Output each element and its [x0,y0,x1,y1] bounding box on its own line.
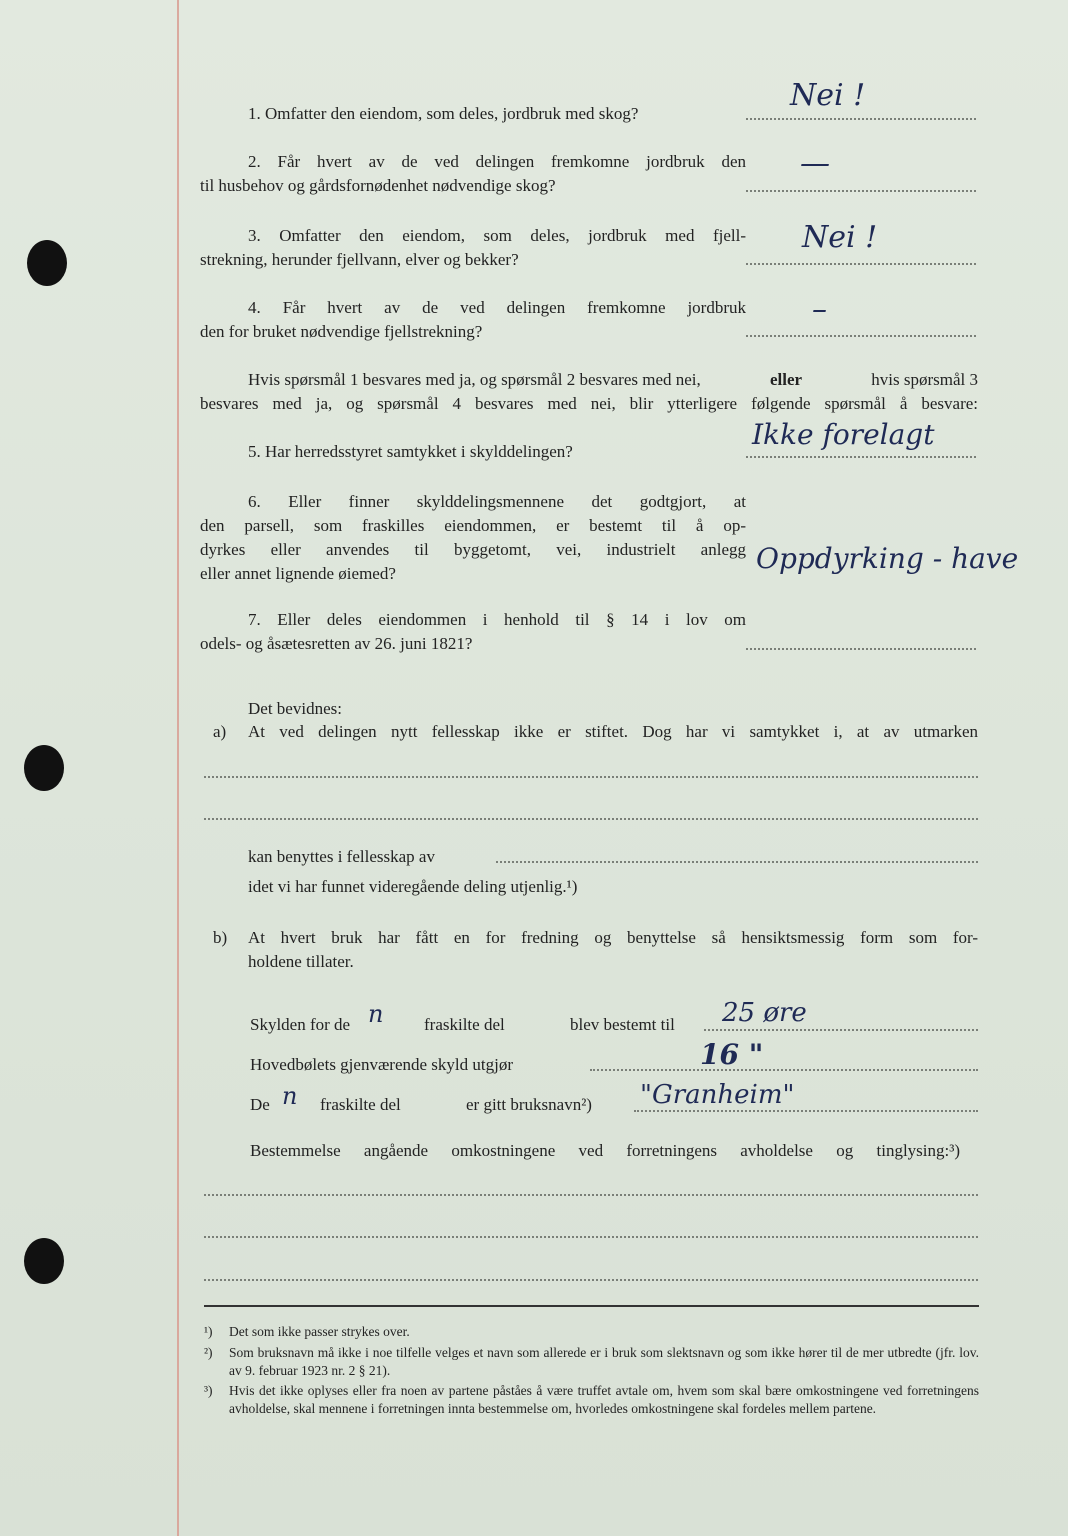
punch-hole-top [27,240,67,286]
skyld-line-3-a: De [250,1095,270,1114]
answer-line-1[interactable] [746,118,976,120]
footnote-1-num: ¹) [204,1324,213,1339]
skyld-line-1-a: Skylden for de [250,1015,351,1034]
question-2-line-1: 2. Får hvert av de ved delingen fremkomne jordbruk den [248,152,746,171]
fellesskap-line[interactable] [496,861,978,863]
answer-6: Oppdyrking - have [756,542,1019,575]
bruksnavn-value: "Granheim" [640,1080,795,1110]
utmark-line-2[interactable] [204,818,978,820]
condition-line-1-c: hvis spørsmål 3 [871,370,978,389]
skyld-value: 25 øre [722,998,807,1028]
punch-hole-middle [24,745,64,791]
footnote-3-text: Hvis det ikke oplyses eller fra noen av partene påståes å være truffet avtale om, hvem som skal bære omkostningene ved forretningens avholdelse, skal mennene i forretningen innta bestemmelse om, hvorledes omkostningene skal fordeles mellem partene. [229,1383,979,1416]
omkostning-line: Bestemmelse angående omkostningene ved forretningens avholdelse og tinglysing:³) [250,1141,960,1160]
question-6-line-1: 6. Eller finner skylddelingsmennene det godtgjort, at [248,492,746,511]
omkostning-dots-3[interactable] [204,1279,978,1281]
question-6-line-4: eller annet lignende øiemed? [200,564,396,583]
question-1: 1. Omfatter den eiendom, som deles, jordbruk med skog? [248,104,639,123]
margin-line [177,0,179,1536]
question-6-line-3: dyrkes eller anvendes til byggetomt, vei, industrielt anlegg [200,540,746,559]
skyld-line-2-dots[interactable] [590,1069,978,1071]
idet-text: idet vi har funnet videregående deling utjenlig.¹) [248,877,578,896]
condition-line-1 [248,368,978,392]
footnote-rule [204,1305,979,1307]
utmark-line-1[interactable] [204,776,978,778]
question-3-line-1: 3. Omfatter den eiendom, som deles, jordbruk med fjell- [248,226,746,245]
skyld-line-3-n: n [282,1082,298,1110]
footnote-2-num: ²) [204,1345,213,1360]
footnote-2-text: Som bruksnavn må ikke i noe tilfelle velges et navn som allerede er i bruk som slektsnavn og som ikke hører til de mer utbredte (jfr. lov. av 9. februar 1923 nr. 2 § 21). [229,1345,979,1378]
bevidnes-b-label: b) [213,928,228,947]
omkostning-dots-2[interactable] [204,1236,978,1238]
question-2-line-2: til husbehov og gårdsfornødenhet nødvendige skog? [200,176,556,195]
footnote-2 [0,1344,1068,1380]
question-5: 5. Har herredsstyret samtykket i skylddelingen? [248,442,573,461]
hovedbol-value: 16 " [700,1038,764,1071]
condition-line-2: besvares med ja, og spørsmål 4 besvares med nei, blir ytterligere følgende spørsmål å besvare: [200,394,978,413]
bevidnes-b-line-2: holdene tillater. [248,952,354,971]
answer-line-7[interactable] [746,648,976,650]
answer-line-4[interactable] [746,335,976,337]
answer-line-3[interactable] [746,263,976,265]
question-4-line-2: den for bruket nødvendige fjellstrekning? [200,322,483,341]
kan-benyttes-label: kan benyttes i fellesskap av [248,847,435,866]
skyld-line-1-c: blev bestemt til [570,1015,675,1034]
skyld-line-1-n: n [368,1000,384,1028]
condition-eller: eller [769,370,803,389]
answer-5: Ikke forelagt [752,418,935,451]
skyld-line-3-b: fraskilte del [320,1095,401,1114]
punch-hole-bottom [24,1238,64,1284]
question-7-line-1: 7. Eller deles eiendommen i henhold til § 14 i lov om [248,610,746,629]
skyld-line-1-dots[interactable] [704,1029,978,1031]
question-3-line-2: strekning, herunder fjellvann, elver og bekker? [200,250,519,269]
skyld-line-3-c: er gitt bruksnavn²) [466,1095,592,1114]
question-7-line-2: odels- og åsætesretten av 26. juni 1821? [200,634,473,653]
bevidnes-heading: Det bevidnes: [248,699,342,718]
question-4-line-1: 4. Får hvert av de ved delingen fremkomne jordbruk [248,298,746,317]
footnote-3-num: ³) [204,1383,213,1398]
condition-line-1-a: Hvis spørsmål 1 besvares med ja, og spørsmål 2 besvares med nei, [248,370,701,389]
answer-line-5[interactable] [746,456,976,458]
question-6-line-2: den parsell, som fraskilles eiendommen, er bestemt til å op- [200,516,746,535]
skyld-line-1-b: fraskilte del [424,1015,505,1034]
footnote-1-text: Det som ikke passer strykes over. [229,1324,410,1339]
answer-line-2[interactable] [746,190,976,192]
skyld-line-2: Hovedbølets gjenværende skyld utgjør [250,1055,513,1074]
answer-1: Nei ! [790,78,866,113]
bevidnes-a-label: a) [213,722,227,741]
bruksnavn-dots[interactable] [634,1110,978,1112]
footnote-3 [0,1382,1068,1436]
footnote-1 [0,1323,1068,1341]
answer-4: – [812,292,827,327]
answer-3: Nei ! [802,220,878,255]
bevidnes-a-text: At ved delingen nytt fellesskap ikke er stiftet. Dog har vi samtykket i, at av utmarken [248,722,978,741]
bevidnes-b-line-1: At hvert bruk har fått en for fredning og benyttelse så hensiktsmessig form som for- [248,928,978,947]
answer-2: — [800,146,830,181]
omkostning-dots-1[interactable] [204,1194,978,1196]
